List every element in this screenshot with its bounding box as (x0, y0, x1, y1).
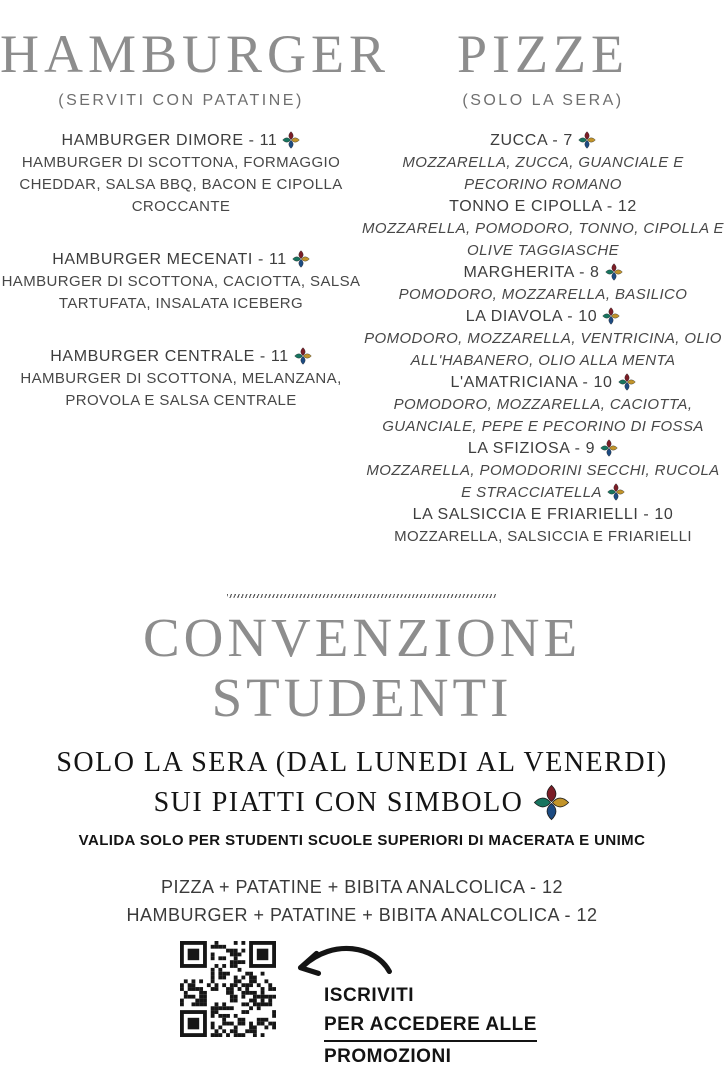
hamburger-section (0, 24, 391, 548)
item-name: HAMBURGER CENTRALE - 11 (50, 347, 289, 365)
menu-item-amatriciana (362, 372, 724, 438)
deal-when-line: SOLO LA SERA (DAL LUNEDI AL VENERDI) (56, 746, 668, 778)
deal-symbol-line: SUI PIATTI CON SIMBOLO (0, 783, 724, 823)
pizze-subtitle: (SOLO LA SERA) (462, 91, 624, 109)
item-description: MOZZARELLA, POMODORO, TONNO, CIPOLLA E OLIVE TAGGIASCHE (362, 219, 724, 259)
item-name: MARGHERITA - 8 (463, 263, 600, 281)
item-description: HAMBURGER DI SCOTTONA, CACIOTTA, SALSA TARTUFATA, INSALATA ICEBERG (1, 272, 361, 312)
item-name: LA SALSICCIA E FRIARIELLI - 10 (412, 505, 674, 523)
student-deal-icon (600, 439, 618, 457)
item-description: POMODORO, MOZZARELLA, BASILICO (398, 285, 688, 303)
item-name: L'AMATRICIANA - 10 (450, 373, 613, 391)
signup-text-block (324, 941, 544, 1071)
student-deal-icon (292, 250, 310, 268)
student-deal-icon (282, 131, 300, 149)
menu-item-la-sfiziosa (362, 438, 724, 504)
student-deal-icon (578, 131, 596, 149)
signup-line-1: ISCRIVITI (324, 984, 415, 1006)
item-name: HAMBURGER DIMORE - 11 (61, 131, 278, 149)
menu-item-hamburger-dimore (0, 130, 362, 218)
student-deal-icon (602, 307, 620, 325)
menu-item-hamburger-centrale (0, 346, 362, 412)
validity-note: VALIDA SOLO PER STUDENTI SCUOLE SUPERIORI DI MACERATA E UNIMC (78, 831, 646, 849)
item-description: POMODORO, MOZZARELLA, VENTRICINA, OLIO ALL'HABANERO, OLIO ALLA MENTA (364, 329, 722, 369)
combo-pizza: PIZZA + PATATINE + BIBITA ANALCOLICA - 12 (161, 876, 563, 897)
student-deal-icon (607, 483, 625, 501)
menu-item-salsiccia-e-friarielli (362, 504, 724, 548)
student-deal-icon (618, 373, 636, 391)
menu-columns (0, 26, 724, 548)
menu-item-hamburger-mecenati (0, 249, 362, 315)
signup-area (0, 941, 724, 1071)
item-name: ZUCCA - 7 (490, 131, 573, 149)
item-description: MOZZARELLA, POMODORINI SECCHI, RUCOLA E STRACCIATELLA (366, 461, 720, 501)
student-deal-icon (294, 347, 312, 365)
item-description: HAMBURGER DI SCOTTONA, MELANZANA, PROVOLA E SALSA CENTRALE (20, 369, 342, 409)
item-description: MOZZARELLA, ZUCCA, GUANCIALE E PECORINO ROMANO (402, 153, 684, 193)
student-deal-icon (605, 263, 623, 281)
menu-item-zucca (362, 130, 724, 196)
menu-item-margherita (362, 262, 724, 306)
qr-code (180, 941, 276, 1037)
pizze-section (362, 26, 724, 548)
arrow-to-qr-icon (292, 943, 396, 981)
signup-line-3: PROMOZIONI (324, 1045, 452, 1067)
item-description: HAMBURGER DI SCOTTONA, FORMAGGIO CHEDDAR, SALSA BBQ, BACON E CIPOLLA CROCCANTE (19, 153, 343, 215)
pizze-title: PIZZE (457, 24, 629, 84)
item-description: MOZZARELLA, SALSICCIA E FRIARIELLI (394, 527, 692, 545)
hamburger-title: HAMBURGER (0, 24, 391, 84)
item-name: TONNO E CIPOLLA - 12 (449, 197, 637, 215)
item-name: LA SFIZIOSA - 9 (467, 439, 596, 457)
student-deal-icon (533, 784, 570, 821)
hamburger-subtitle: (SERVITI CON PATATINE) (58, 91, 304, 109)
item-description: POMODORO, MOZZARELLA, CACIOTTA, GUANCIALE, PEPE E PECORINO DI FOSSA (382, 395, 704, 435)
menu-item-la-diavola (362, 306, 724, 372)
item-name: LA DIAVOLA - 10 (465, 307, 598, 325)
signup-line-2: PER ACCEDERE ALLE (324, 1010, 537, 1042)
combo-hamburger: HAMBURGER + PATATINE + BIBITA ANALCOLICA - 12 (126, 904, 598, 925)
menu-item-tonno-e-cipolla (362, 196, 724, 262)
students-deal-section (0, 608, 724, 929)
students-deal-title: CONVENZIONE STUDENTI (142, 606, 582, 729)
hatched-divider (227, 594, 497, 598)
item-name: HAMBURGER MECENATI - 11 (52, 250, 287, 268)
